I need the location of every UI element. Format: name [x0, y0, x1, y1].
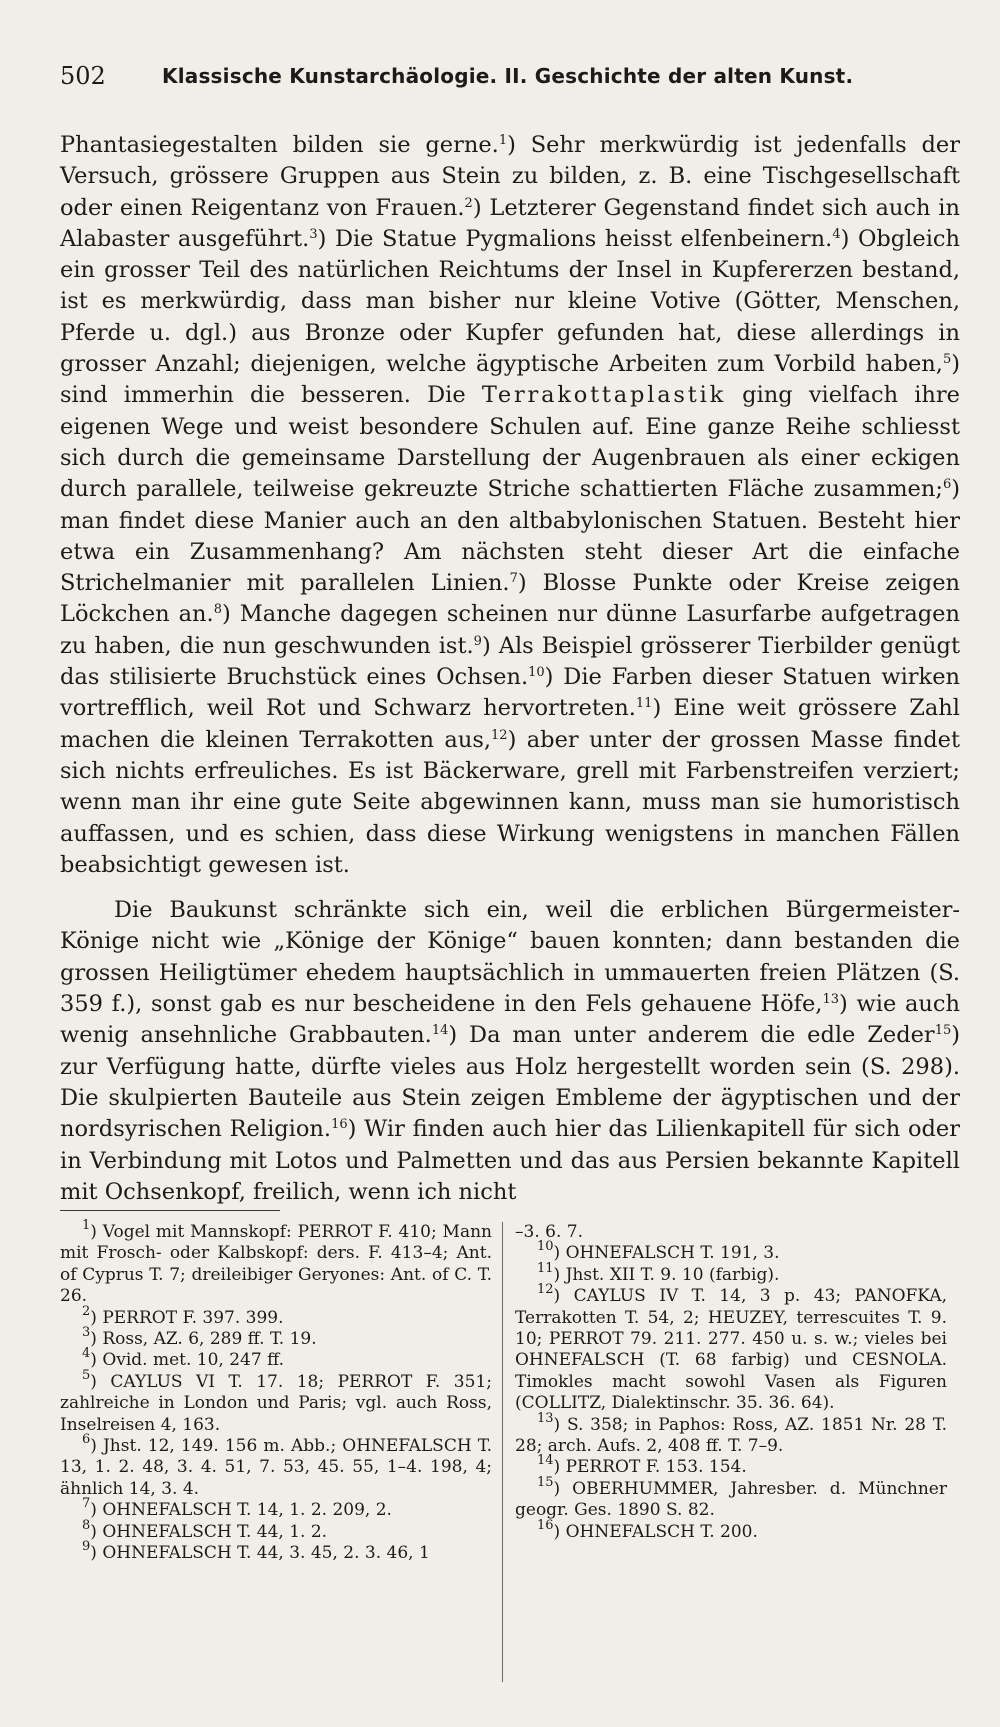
footnote: $^8$) OHNEFALSCH T. 44, 1. 2. [82, 1517, 328, 1542]
footnote-rule [60, 1210, 280, 1211]
footnote-ref: 5 [942, 352, 952, 368]
footnote-ref: 8 [213, 602, 222, 618]
main-text [60, 130, 960, 1208]
footnote-ref: 14 [431, 1023, 449, 1039]
footnote-ref: 12 [491, 727, 508, 743]
paragraph-2: Die Baukunst schränkte sich ein, weil die erblichen Bürgermeister-Könige nicht wie „Könige der Könige“ bauen konnten; dann bestanden die grossen Heiligtümer ehedem hauptsächlich in ummauerten freien Plätzen (S. 359 f.), sonst gab es nur bescheidene in den Fels gehauene Höfe,$^{13}$) wie auch wenig ansehnliche Grabbauten.$^{14}$) Da man unter anderem die edle Zeder$^{15}$) zur Verfügung hatte, dürfte vieles aus Holz hergestellt worden sein (S. 298). Die skulpierten Bauteile aus Stein zeigen Embleme der ägyptischen und der nordsyrischen Religion.$^{16}$) Wir finden auch hier das Lilienkapitell für sich oder in Verbindung mit Lotos und Palmetten und das aus Persien bekannte Kapitell mit Ochsenkopf, freilich, wenn ich nicht [60, 897, 961, 1205]
footnote: $^{13}$) S. 358; in Paphos: Ross, AZ. 1851 Nr. 28 T. 28; arch. Aufs. 2, 408 ff. T. 7–9. [515, 1410, 947, 1457]
footnotes-left-column [60, 1218, 492, 1565]
footnote-ref: 1 [498, 133, 508, 148]
footnote-ref: 15 [934, 1023, 952, 1039]
footnote: $^{11}$) Jhst. XII T. 9. 10 (farbig). [537, 1260, 780, 1285]
footnote-ref: 16 [331, 1117, 348, 1133]
footnote-ref: 3 [309, 226, 318, 242]
running-title: Klassische Kunstarchäologie. II. Geschichte der alten Kunst. [162, 64, 854, 88]
footnote: $^7$) OHNEFALSCH T. 14, 1. 2. 209, 2. [82, 1496, 392, 1521]
page-header [60, 62, 940, 96]
footnote-ref: 11 [635, 696, 653, 712]
footnote-ref: 13 [822, 992, 839, 1008]
footnote-ref: 2 [464, 195, 473, 211]
spaced-term: Terrakottaplastik [481, 382, 727, 409]
footnotes [60, 1218, 950, 1692]
footnote: $^9$) OHNEFALSCH T. 44, 3. 45, 2. 3. 46, 1 [82, 1539, 430, 1564]
footnote: $^{10}$) OHNEFALSCH T. 191, 3. [537, 1239, 780, 1264]
footnote-ref: 4 [832, 226, 841, 242]
footnotes-right-column [502, 1222, 947, 1682]
footnote-ref: 9 [473, 633, 482, 649]
footnote: $^{12}$) CAYLUS IV T. 14, 3 p. 43; PANOFKA, Terrakotten T. 54, 2; HEUZEY, terrescuites T. 9. 10; PERROT 79. 211. 277. 450 u. s. w.; vieles bei OHNEFALSCH (T. 68 farbig) und CESNOLA. Timokles macht sowohl Vasen als Figuren (COLLITZ, Dialektinschr. 35. 36. 64). [515, 1282, 947, 1414]
footnote-continuation: –3. 6. 7. [515, 1222, 583, 1242]
footnote: $^{15}$) OBERHUMMER, Jahresber. d. Münchner geogr. Ges. 1890 S. 82. [515, 1474, 947, 1521]
paragraph-1: Phantasiegestalten bilden sie gerne.$^1$) Sehr merkwürdig ist jedenfalls der Versuch, grössere Gruppen aus Stein zu bilden, z. B. eine Tischgesellschaft oder einen Reigentanz von Frauen.$^2$) Letzterer Gegenstand findet sich auch in Alabaster ausgeführt.$^3$) Die Statue Pygmalions heisst elfenbeinern.$^4$) Obgleich ein grosser Teil des natürlichen Reichtums der Insel in Kupfererzen bestand, ist es merkwürdig, dass man bisher nur kleine Votive (Götter, Menschen, Pferde u. dgl.) aus Bronze oder Kupfer gefunden hat, diese allerdings in grosser Anzahl; diejenigen, welche ägyptische Arbeiten zum Vorbild haben,$^5$) sind immerhin die besseren. Die Terrakottaplastik ging vielfach ihre eigenen Wege und weist besondere Schulen auf. Eine ganze Reihe schliesst sich durch die gemeinsame Darstellung der Augenbrauen als einer eckigen durch parallele, teilweise gekreuzte Striche schattierten Fläche zusammen;$^6$) man findet diese Manier auch an den altbabylonischen Statuen. Besteht hier etwa ein Zusammenhang? Am nächsten steht dieser Art die einfache Strichelmanier mit parallelen Linien.$^7$) Blosse Punkte oder Kreise zeigen Löckchen an.$^8$) Manche dagegen scheinen nur dünne Lasurfarbe aufgetragen zu haben, die nun geschwunden ist.$^9$) Als Beispiel grösserer Tierbilder genügt das stilisierte Bruchstück eines Ochsen.$^{10}$) Die Farben dieser Statuen wirken vortrefflich, weil Rot und Schwarz hervortreten.$^{11}$) Eine weit grössere Zahl machen die kleinen Terrakotten aus,$^{12}$) aber unter der grossen Masse findet sich nichts erfreuliches. Es ist Bäckerware, grell mit Farbenstreifen verziert; wenn man ihr eine gute Seite abgewinnen kann, muss man sie humoristisch auffassen, und es schien, dass diese Wirkung wenigstens in manchen Fällen beabsichtigt gewesen ist. [60, 132, 961, 878]
footnote: $^{14}$) PERROT F. 153. 154. [537, 1453, 747, 1478]
footnote: $^1$) Vogel mit Mannskopf: PERROT F. 410; Mann mit Frosch- oder Kalbskopf: ders. F. 413–4; Ant. of Cyprus T. 7; dreileibiger Geryones: Ant. of C. T. 26. [60, 1218, 492, 1307]
footnote: $^{16}$) OHNEFALSCH T. 200. [537, 1517, 758, 1542]
footnote-ref: 10 [528, 665, 545, 681]
footnote: $^5$) CAYLUS VI T. 17. 18; PERROT F. 351; zahlreiche in London und Paris; vgl. auch Ross, Inselreisen 4, 163. [60, 1367, 492, 1435]
footnote-ref: 6 [942, 477, 952, 493]
footnote: $^2$) PERROT F. 397. 399. [82, 1303, 284, 1328]
footnote: $^4$) Ovid. met. 10, 247 ff. [82, 1346, 284, 1371]
page-number: 502 [60, 62, 106, 90]
footnote: $^3$) Ross, AZ. 6, 289 ff. T. 19. [82, 1325, 317, 1350]
footnote-ref: 7 [509, 571, 518, 587]
footnote: $^6$) Jhst. 12, 149. 156 m. Abb.; OHNEFALSCH T. 13, 1. 2. 48, 3. 4. 51, 7. 53, 45. 55, 1–4. 198, 4; ähnlich 14, 3. 4. [60, 1432, 492, 1499]
